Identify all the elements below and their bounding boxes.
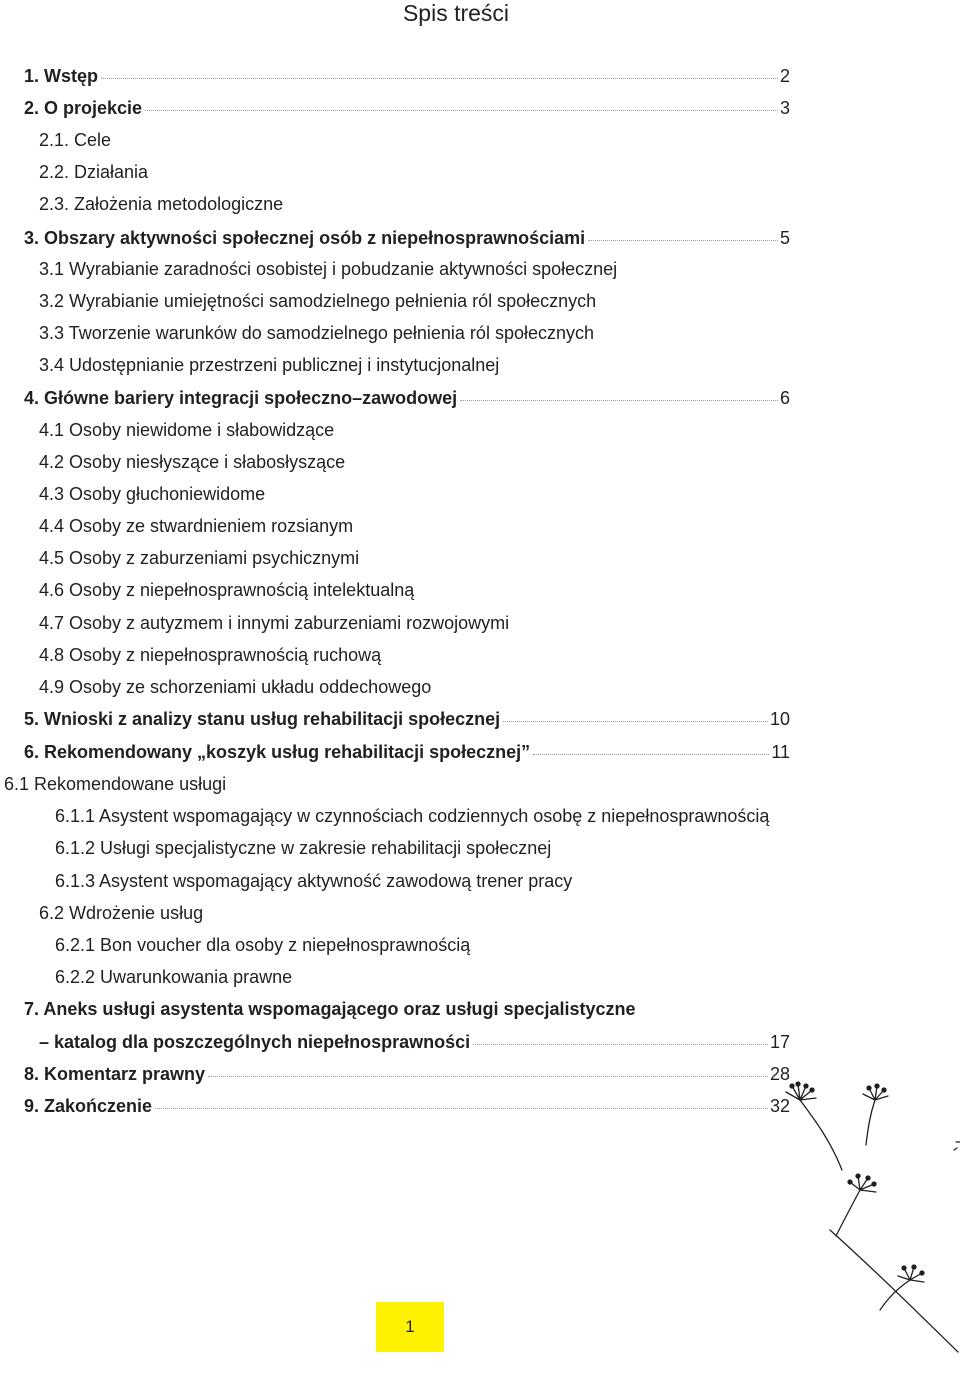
toc-page-number: 6 bbox=[779, 388, 790, 408]
toc-entry-3-1[interactable] bbox=[39, 257, 617, 281]
toc-entry-2[interactable] bbox=[24, 96, 790, 120]
dot-leader bbox=[155, 1108, 768, 1109]
toc-entry-label: 4.7 Osoby z autyzmem i innymi zaburzeniami rozwojowymi bbox=[39, 613, 510, 633]
toc-entry-3[interactable] bbox=[24, 226, 790, 250]
toc-entry-label: 6.1.1 Asystent wspomagający w czynnościach codziennych osobę z niepełnosprawnością bbox=[55, 806, 770, 826]
toc-page-number: 17 bbox=[769, 1032, 790, 1052]
dot-leader bbox=[145, 110, 778, 111]
toc-entry-label: 4. Główne bariery integracji społeczno–zawodowej bbox=[24, 388, 458, 408]
toc-entry-6-1-3[interactable] bbox=[55, 869, 572, 893]
toc-entry-label: – katalog dla poszczególnych niepełnosprawności bbox=[39, 1032, 471, 1052]
toc-entry-4-4[interactable] bbox=[39, 514, 353, 538]
toc-entry-label: 6.1.3 Asystent wspomagający aktywność zawodową trener pracy bbox=[55, 871, 573, 891]
toc-entry-label: 3.2 Wyrabianie umiejętności samodzielnego pełnienia ról społecznych bbox=[39, 291, 597, 311]
toc-entry-label: 3.1 Wyrabianie zaradności osobistej i pobudzanie aktywności społecznej bbox=[39, 259, 618, 279]
toc-entry-label: 6.2.1 Bon voucher dla osoby z niepełnosprawnością bbox=[55, 935, 471, 955]
toc-entry-7[interactable] bbox=[24, 997, 636, 1021]
toc-entry-label: 6.1 Rekomendowane usługi bbox=[4, 774, 227, 794]
dandelion-seeds-icon bbox=[770, 1060, 960, 1382]
toc-entry-label: 6.2 Wdrożenie usług bbox=[39, 903, 204, 923]
toc-entry-label: 2.3. Założenia metodologiczne bbox=[39, 194, 284, 214]
dot-leader bbox=[503, 721, 768, 722]
toc-entry-4-6[interactable] bbox=[39, 578, 414, 602]
toc-entry-label: 6.1.2 Usługi specjalistyczne w zakresie rehabilitacji społecznej bbox=[55, 838, 552, 858]
toc-entry-label: 3.4 Udostępnianie przestrzeni publicznej i instytucjonalnej bbox=[39, 355, 500, 375]
toc-entry-6-2-2[interactable] bbox=[55, 965, 292, 989]
toc-entry-label: 3. Obszary aktywności społecznej osób z niepełnosprawnościami bbox=[24, 228, 586, 248]
toc-entry-4-5[interactable] bbox=[39, 546, 359, 570]
toc-entry-3-4[interactable] bbox=[39, 353, 499, 377]
toc-entry-label: 6. Rekomendowany „koszyk usług rehabilitacji społecznej” bbox=[24, 742, 531, 762]
toc-entry-label: 1. Wstęp bbox=[24, 66, 99, 86]
toc-entry-1[interactable] bbox=[24, 64, 790, 88]
toc-entry-6-1-2[interactable] bbox=[55, 836, 551, 860]
toc-entry-6-1[interactable] bbox=[4, 772, 226, 796]
page-number-badge: 1 bbox=[376, 1302, 444, 1352]
dot-leader bbox=[533, 754, 769, 755]
toc-page-number: 32 bbox=[769, 1096, 790, 1116]
toc-entry-label: 6.2.2 Uwarunkowania prawne bbox=[55, 967, 293, 987]
toc-entry-9[interactable] bbox=[24, 1094, 790, 1118]
toc-entry-label: 2.1. Cele bbox=[39, 130, 112, 150]
toc-page-number: 3 bbox=[779, 98, 790, 118]
toc-entry-label: 7. Aneks usługi asystenta wspomagającego oraz usługi specjalistyczne bbox=[24, 999, 636, 1019]
dot-leader bbox=[460, 400, 778, 401]
toc-entry-2-2[interactable] bbox=[39, 160, 148, 184]
toc-entry-label: 4.2 Osoby niesłyszące i słabosłyszące bbox=[39, 452, 346, 472]
toc-entry-8[interactable] bbox=[24, 1062, 790, 1086]
toc-entry-label: 4.6 Osoby z niepełnosprawnością intelektualną bbox=[39, 580, 415, 600]
dot-leader bbox=[473, 1044, 768, 1045]
toc-entry-label: 9. Zakończenie bbox=[24, 1096, 153, 1116]
toc-entry-4-2[interactable] bbox=[39, 450, 345, 474]
toc-page-number: 5 bbox=[779, 228, 790, 248]
toc-entry-label: 5. Wnioski z analizy stanu usług rehabilitacji społecznej bbox=[24, 709, 501, 729]
toc-entry-5[interactable] bbox=[24, 707, 790, 731]
toc-entry-4-9[interactable] bbox=[39, 675, 431, 699]
page-title: Spis treści bbox=[402, 0, 510, 26]
toc-entry-label: 4.8 Osoby z niepełnosprawnością ruchową bbox=[39, 645, 382, 665]
toc-entry-label: 2.2. Działania bbox=[39, 162, 149, 182]
dot-leader bbox=[588, 240, 778, 241]
toc-entry-label: 4.9 Osoby ze schorzeniami układu oddechowego bbox=[39, 677, 432, 697]
dot-leader bbox=[208, 1076, 768, 1077]
toc-page-number: 2 bbox=[779, 66, 790, 86]
toc-page-number: 10 bbox=[769, 709, 790, 729]
toc-entry-label: 4.3 Osoby głuchoniewidome bbox=[39, 484, 266, 504]
toc-entry-4-3[interactable] bbox=[39, 482, 265, 506]
toc-entry-label: 4.4 Osoby ze stwardnieniem rozsianym bbox=[39, 516, 354, 536]
toc-page-number: 28 bbox=[769, 1064, 790, 1084]
toc-entry-4-1[interactable] bbox=[39, 418, 334, 442]
toc-entry-6[interactable] bbox=[24, 740, 790, 764]
toc-entry-label: 4.1 Osoby niewidome i słabowidzące bbox=[39, 420, 335, 440]
toc-entry-4-7[interactable] bbox=[39, 611, 509, 635]
toc-entry-4-8[interactable] bbox=[39, 643, 381, 667]
toc-entry-6-2[interactable] bbox=[39, 901, 203, 925]
toc-entry-7-cont[interactable] bbox=[39, 1030, 790, 1054]
toc-entry-label: 3.3 Tworzenie warunków do samodzielnego pełnienia ról społecznych bbox=[39, 323, 594, 343]
toc-entry-label: 2. O projekcie bbox=[24, 98, 143, 118]
toc-entry-2-1[interactable] bbox=[39, 128, 111, 152]
dot-leader bbox=[101, 78, 778, 79]
toc-entry-label: 8. Komentarz prawny bbox=[24, 1064, 206, 1084]
toc-entry-6-2-1[interactable] bbox=[55, 933, 470, 957]
toc-entry-3-3[interactable] bbox=[39, 321, 594, 345]
toc-entry-6-1-1[interactable] bbox=[55, 804, 769, 828]
toc-entry-2-3[interactable] bbox=[39, 192, 283, 216]
toc-entry-3-2[interactable] bbox=[39, 289, 596, 313]
toc-page-number: 11 bbox=[771, 742, 790, 762]
toc-entry-label: 4.5 Osoby z zaburzeniami psychicznymi bbox=[39, 548, 360, 568]
toc-entry-4[interactable] bbox=[24, 386, 790, 410]
